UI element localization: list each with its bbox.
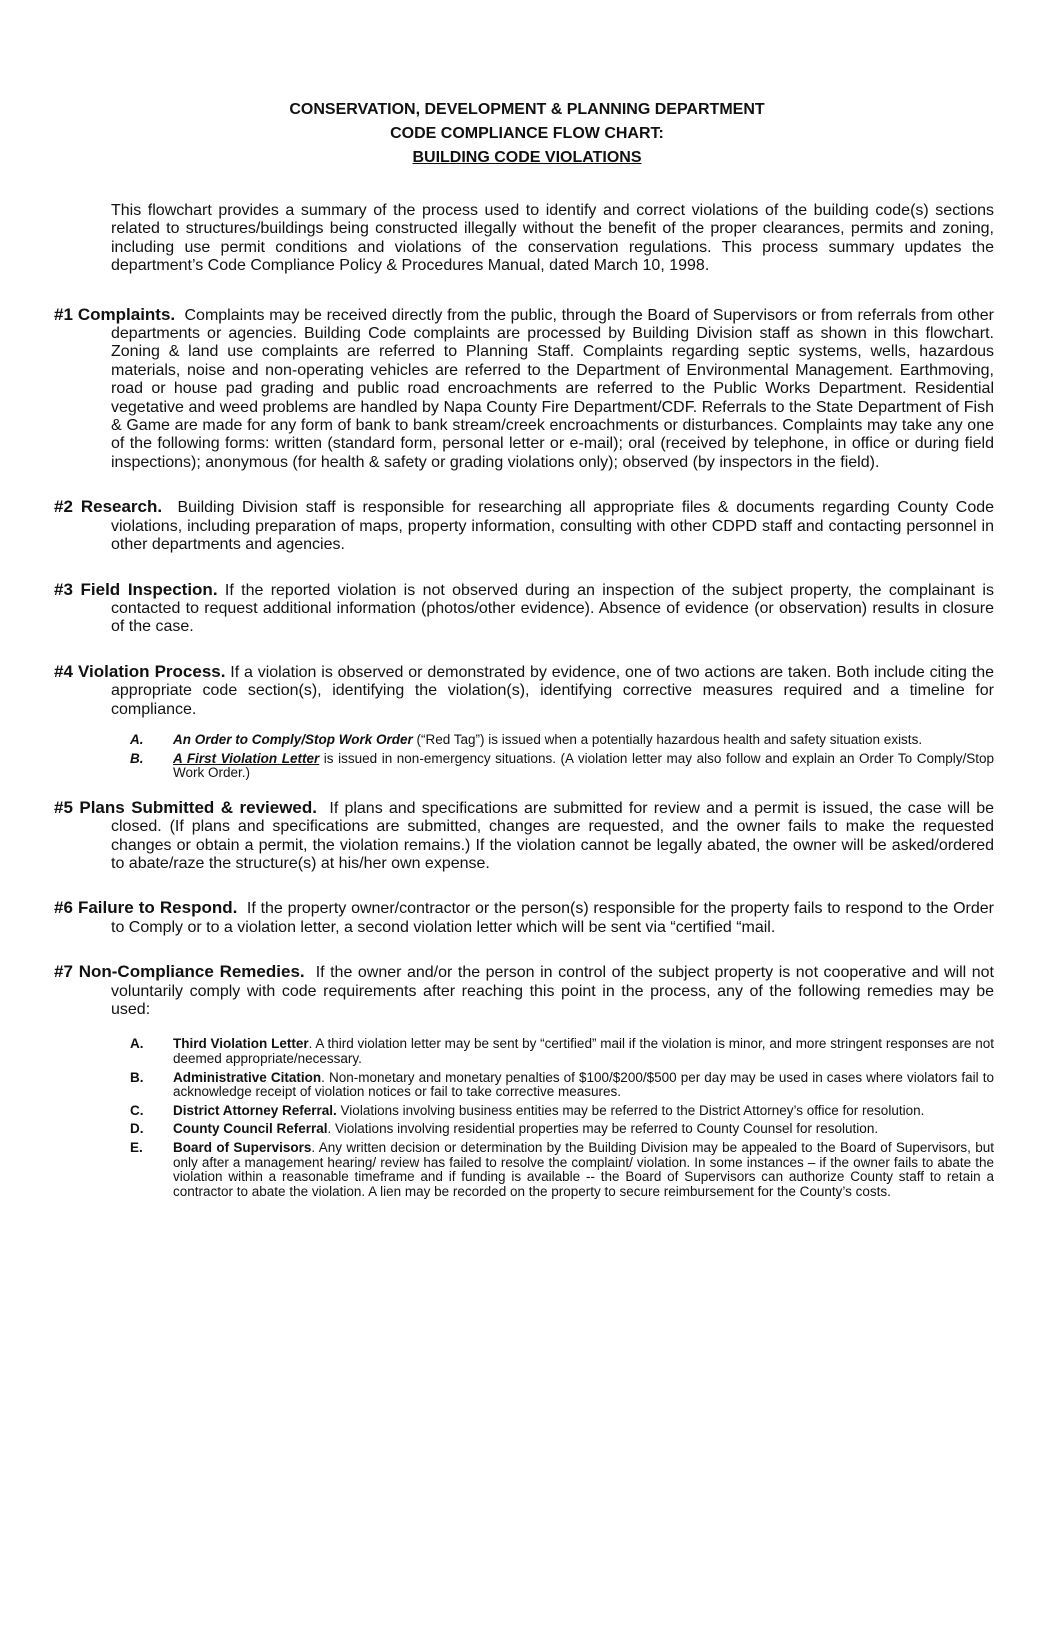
list-letter: E. <box>130 1139 143 1155</box>
document-header <box>60 98 994 170</box>
section-heading: #6 Failure to Respond. <box>54 898 238 918</box>
flowchart-title: CODE COMPLIANCE FLOW CHART: <box>390 125 664 142</box>
section-body: If the property owner/contractor or the person(s) responsible for the property fails to respond to the Order to Comply or to a violation letter, a second violation letter which will be sent via “certified “mail. <box>111 900 995 936</box>
section-heading: #5 Plans Submitted & reviewed. <box>54 797 317 817</box>
section-heading: #1 Complaints. <box>54 304 176 324</box>
section-heading: #3 Field Inspection. <box>54 579 218 599</box>
section-field-inspection <box>54 581 994 637</box>
list-item <box>54 752 994 781</box>
list-item <box>54 1122 994 1137</box>
section-body: If a violation is observed or demonstrated by evidence, one of two actions are taken. Both include citing the appropriate code section(s), identifying the violation(s), identifying corrective measures required and a timeline for compliance. <box>111 663 994 718</box>
list-item <box>54 1071 994 1100</box>
list-text: is issued in non-emergency situations. (A violation letter may also follow and explain an Order To Comply/Stop Work Order.) <box>173 750 995 781</box>
section-research <box>54 498 994 554</box>
list-letter: D. <box>130 1121 144 1137</box>
list-text: (“Red Tag”) is issued when a potentially hazardous health and safety situation exists. <box>412 731 923 747</box>
section-body: If the reported violation is not observed during an inspection of the subject property, the complainant is contacted to request additional information (photos/other evidence). Absence of evidence (or observation) results in closure of the case. <box>111 581 994 636</box>
list-item <box>54 1104 994 1119</box>
section-non-compliance-remedies <box>54 963 994 1019</box>
list-key: An Order to Comply/Stop Work Order <box>173 731 413 747</box>
list-key: County Council Referral <box>173 1121 328 1137</box>
section-heading: #7 Non-Compliance Remedies. <box>54 962 305 982</box>
section-body: Complaints may be received directly from the public, through the Board of Supervisors or from referrals from other departments or agencies. Building Code complaints are processed by Building Division staff as shown in this flowchart. Zoning & land use complaints are referred to Planning Staff. Complaints regarding septic systems, wells, hazardous materials, noise and non-operating vehicles are referred to the Department of Environmental Management. Earthmoving, road or house pad grading and public road encroachments are referred to the Public Works Department. Residential vegetative and weed problems are handled by Napa County Fire Department/CDF. Referrals to the State Department of Fish & Game are made for any form of bank to bank stream/creek encroachments or disturbances. Complaints may take any one of the following forms: written (standard form, personal letter or e-mail); oral (received by telephone, in office or during field inspections); anonymous (for health & safety or grading violations only); observed (by inspectors in the field). <box>111 306 995 471</box>
list-letter: A. <box>130 731 144 747</box>
section-violation-process <box>54 663 994 719</box>
department-title: CONSERVATION, DEVELOPMENT & PLANNING DEPARTMENT <box>289 101 765 118</box>
list-text: . Non-monetary and monetary penalties of $100/$200/$500 per day may be used in cases where violators fail to acknowledge receipt of violation notices or fail to take corrective measures. <box>173 1069 994 1100</box>
flowchart-subtitle: BUILDING CODE VIOLATIONS <box>412 149 642 166</box>
section-body: Building Division staff is responsible for researching all appropriate files & documents regarding County Code violations, including preparation of maps, property information, consulting with other CDPD staff and contacting personnel in other departments and agencies. <box>111 499 995 554</box>
section-heading: #4 Violation Process. <box>54 661 226 681</box>
list-letter: B. <box>130 750 144 766</box>
section-complaints <box>54 306 994 473</box>
list-item <box>54 1037 994 1066</box>
violation-process-list <box>54 733 994 781</box>
list-text: . Violations involving residential properties may be referred to County Counsel for resolution. <box>327 1121 879 1137</box>
list-item <box>54 733 994 748</box>
list-item <box>54 1141 994 1199</box>
list-text: Violations involving business entities may be referred to the District Attorney’s office for resolution. <box>336 1102 925 1118</box>
list-letter: C. <box>130 1102 144 1118</box>
list-letter: A. <box>130 1036 144 1052</box>
list-key: District Attorney Referral. <box>173 1102 337 1118</box>
section-heading: #2 Research. <box>54 497 163 517</box>
intro-paragraph: This flowchart provides a summary of the process used to identify and correct violations of the building code(s) sections related to structures/buildings being constructed illegally without the benefit of the proper clearances, permits and zoning, including use permit conditions and violations of the conservation regulations. This process summary updates the department’s Code Compliance Policy & Procedures Manual, dated March 10, 1998. <box>111 202 994 275</box>
list-text: . A third violation letter may be sent by “certified” mail if the violation is minor, and more stringent responses are not deemed appropriate/necessary. <box>173 1036 994 1066</box>
remedies-list <box>54 1037 994 1199</box>
list-key: A First Violation Letter <box>173 750 320 766</box>
section-body: If the owner and/or the person in control of the subject property is not cooperative and will not voluntarily comply with code requirements after reaching this point in the process, any of the following remedies may be used: <box>111 964 995 1018</box>
list-key: Third Violation Letter <box>173 1036 309 1052</box>
list-key: Administrative Citation <box>173 1069 322 1085</box>
list-key: Board of Supervisors <box>173 1139 312 1155</box>
list-text: . Any written decision or determination by the Building Division may be appealed to the Board of Supervisors, but only after a management hearing/ review has failed to resolve the complaint/ violation. In some instances – if the owner fails to abate the violation within a reasonable timeframe and if funding is available -- the Board of Supervisors can authorize County staff to retain a contractor to abate the violation. A lien may be recorded on the property to secure reimbursement for the County’s costs. <box>173 1139 994 1199</box>
list-letter: B. <box>130 1069 144 1085</box>
section-plans-submitted <box>54 799 994 874</box>
section-failure-to-respond <box>54 899 994 937</box>
section-body: If plans and specifications are submitted for review and a permit is issued, the case will be closed. (If plans and specifications are submitted, changes are requested, and the owner fails to make the requested changes or obtain a permit, the violation remains.) If the violation cannot be legally abated, the owner will be asked/ordered to abate/raze the structure(s) at his/her own expense. <box>111 799 994 872</box>
